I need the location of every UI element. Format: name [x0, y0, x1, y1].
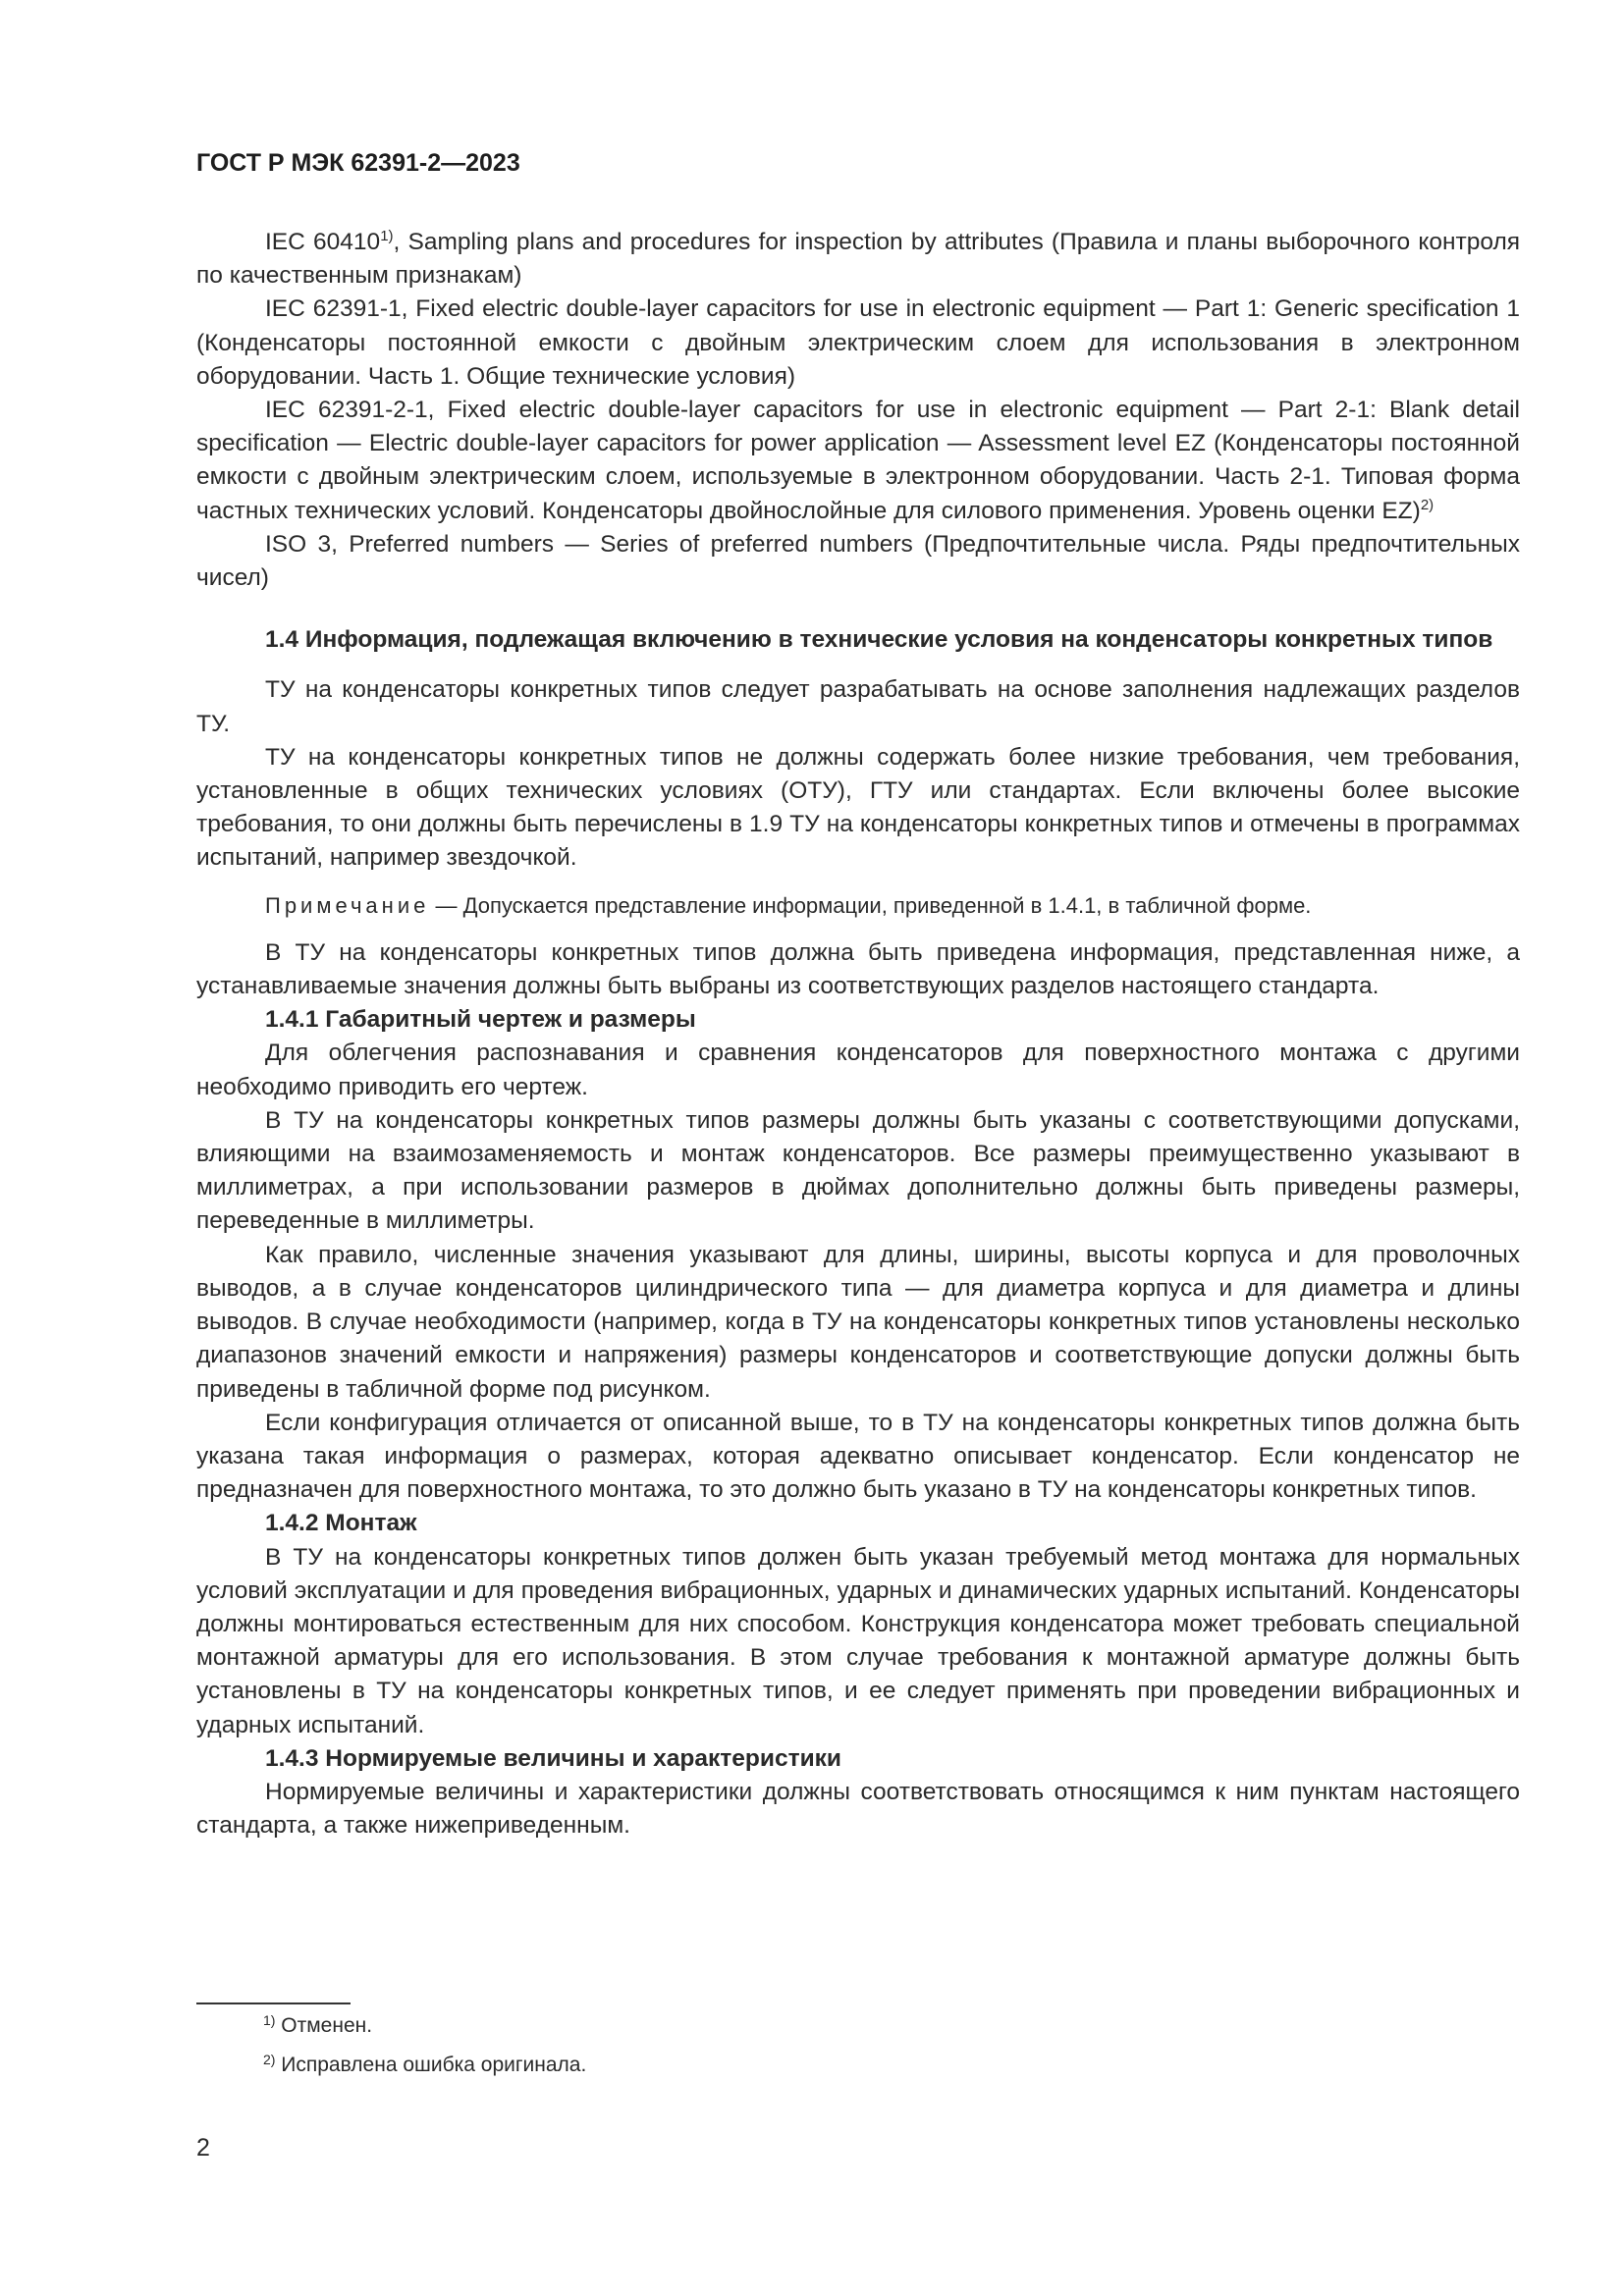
page-number: 2 [196, 2134, 210, 2162]
footnote: $^{2)}$ Исправлена ошибка оригинала. [263, 2052, 587, 2076]
paragraph: В ТУ на конденсаторы конкретных типов должна быть приведена информация, представленная ниже, а устанавливаемые значения должны быть выбраны из соответствующих разделов настоящего стандарта. [196, 938, 1520, 1000]
section-heading-1-4-3: 1.4.3 Нормируемые величины и характеристики [265, 1744, 841, 1772]
document-header: ГОСТ Р МЭК 62391-2—2023 [196, 149, 520, 177]
reference-item: ISO 3, Preferred numbers — Series of preferred numbers (Предпочтительные числа. Ряды предпочтительных чисел) [196, 530, 1521, 592]
section-heading-1-4: 1.4 Информация, подлежащая включению в технические условия на конденсаторы конкретных типов [265, 626, 1493, 654]
paragraph: В ТУ на конденсаторы конкретных типов должен быть указан требуемый метод монтажа для нормальных условий эксплуатации и для проведения вибрационных, ударных и динамических ударных испытаний. Конденсаторы должны монтироваться естественным для них способом. Конструкция конденсатора может требовать специальной монтажной арматуры для его использования. В этом случае требования к монтажной арматуре должны быть установлены в ТУ на конденсаторы конкретных типов, и ее следует применять при проведении вибрационных и ударных испытаний. [196, 1543, 1520, 1738]
footnote: $^{1)}$ Отменен. [263, 2012, 373, 2037]
footnote-divider [196, 2002, 351, 2004]
paragraph: ТУ на конденсаторы конкретных типов следует разрабатывать на основе заполнения надлежащих разделов ТУ. [196, 676, 1520, 737]
page-body [196, 226, 1520, 1842]
paragraph: Нормируемые величины и характеристики должны соответствовать относящимся к ним пунктам настоящего стандарта, а также нижеприведенным. [196, 1778, 1520, 1840]
paragraph: Если конфигурация отличается от описанной выше, то в ТУ на конденсаторы конкретных типов должна быть указана такая информация о размерах, которая адекватно описывает конденсатор. Если конденсатор не предназначен для поверхностного монтажа, то это должно быть указано в ТУ на конденсаторы конкретных типов. [196, 1409, 1520, 1504]
section-heading-1-4-2: 1.4.2 Монтаж [265, 1510, 417, 1537]
note: Примечание — Допускается представление информации, приведенной в 1.4.1, в табличной форме. [265, 892, 1312, 918]
paragraph: В ТУ на конденсаторы конкретных типов размеры должны быть указаны с соответствующими допусками, влияющими на взаимозаменяемость и монтаж конденсаторов. Все размеры преимущественно указывают в миллиметрах, а при использовании размеров в дюймах дополнительно должны быть приведены размеры, переведенные в миллиметры. [196, 1106, 1520, 1235]
reference-item: IEC 60410$^{1)}$, Sampling plans and procedures for inspection by attributes (Правила и планы выборочного контроля по качественным признакам) [196, 228, 1521, 290]
paragraph: ТУ на конденсаторы конкретных типов не должны содержать более низкие требования, чем требования, установленные в общих технических условиях (ОТУ), ГТУ или стандартах. Если включены более высокие требования, то они должны быть перечислены в 1.9 ТУ на конденсаторы конкретных типов и отмечены в программах испытаний, например звездочкой. [196, 743, 1520, 872]
paragraph: Для облегчения распознавания и сравнения конденсаторов для поверхностного монтажа с другими необходимо приводить его чертеж. [196, 1040, 1520, 1100]
reference-item: IEC 62391-1, Fixed electric double-layer capacitors for use in electronic equipment — Part 1: Generic specification 1 (Конденсаторы постоянной емкости с двойным электрическим слоем для использования в электронном оборудовании. Часть 1. Общие технические условия) [196, 295, 1520, 390]
section-heading-1-4-1: 1.4.1 Габаритный чертеж и размеры [265, 1006, 696, 1034]
reference-item: IEC 62391-2-1, Fixed electric double-layer capacitors for use in electronic equipment — Part 2-1: Blank detail specification — Electric double-layer capacitors for power application — Assessment level EZ (Конденсаторы постоянной емкости с двойным электрическим слоем, используемые в электронном оборудовании. Часть 2-1. Типовая форма частных технических условий. Конденсаторы двойнослойные для силового применения. Уровень оценки EZ)$^{2)}$ [196, 397, 1520, 524]
paragraph: Как правило, численные значения указывают для длины, ширины, высоты корпуса и для проволочных выводов, а в случае конденсаторов цилиндрического типа — для диаметра корпуса и для диаметра и длины выводов. В случае необходимости (например, когда в ТУ на конденсаторы конкретных типов установлены несколько диапазонов значений емкости и напряжения) размеры конденсаторов и соответствующие допуски должны быть приведены в табличной форме под рисунком. [196, 1241, 1520, 1403]
